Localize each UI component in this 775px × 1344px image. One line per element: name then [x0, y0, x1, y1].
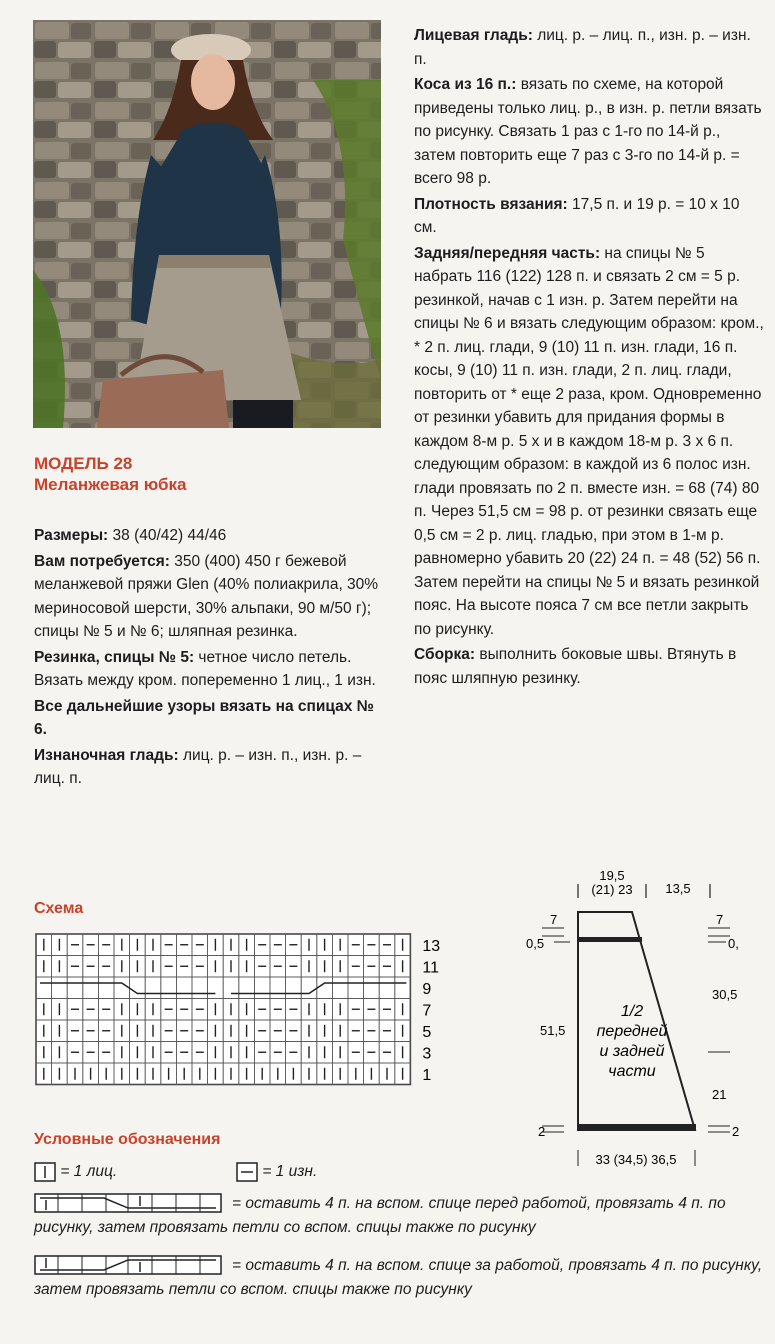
legend-purl [236, 1160, 317, 1184]
purl-label: = 1 изн. [262, 1163, 318, 1180]
rib-paragraph [34, 646, 384, 693]
sizes-paragraph [34, 524, 384, 548]
left-column-text [34, 524, 384, 793]
stockinette-text: лиц. р. – лиц. п., изн. р. – изн. п. [414, 27, 751, 68]
hem-right-dim: 2 [732, 1124, 740, 1139]
materials-label: Вам потребуется: [34, 552, 170, 570]
cable-front-label: = оставить 4 п. на вспом. спице перед работой, провязать 4 п. по рисунку, затем провязать петли со вспом. спицы также по рисунку [34, 1195, 726, 1236]
model-title [34, 453, 374, 495]
legend-knit [34, 1160, 117, 1184]
pattern-label-line: части [608, 1063, 656, 1080]
cable-paragraph [414, 73, 766, 191]
assembly-label: Сборка: [414, 646, 476, 663]
legend-cable-back [34, 1254, 764, 1302]
chart-row-label: 1 [422, 1066, 432, 1084]
stockinette-paragraph [414, 24, 766, 71]
pattern-label-line: передней [596, 1023, 668, 1040]
top-right-dim: 13,5 [665, 881, 691, 896]
purl-symbol-icon [236, 1162, 258, 1182]
band-sub-right-dim: 0, [728, 936, 739, 951]
top-width-b: (21) 23 [591, 882, 633, 897]
gauge-label: Плотность вязания: [414, 195, 568, 213]
right-column-text [414, 24, 766, 692]
back-front-paragraph [414, 242, 766, 642]
stitch-chart [34, 932, 444, 1105]
height-right-top-dim: 30,5 [712, 987, 738, 1002]
chart-row-label: 9 [422, 980, 432, 998]
assembly-text: выполнить боковые швы. Втянуть в пояс шляпную резинку. [414, 646, 737, 687]
pattern-schematic-drawing [520, 862, 770, 1177]
pattern-label-line: 1/2 [620, 1003, 644, 1020]
sizes-label: Размеры: [34, 527, 109, 544]
cable-front-symbol-icon [34, 1192, 224, 1214]
materials-paragraph [34, 550, 384, 644]
pattern-label-line: и задней [599, 1043, 665, 1060]
model-photo [33, 20, 381, 428]
rib-label: Резинка, спицы № 5: [34, 648, 195, 666]
assembly-paragraph [414, 643, 766, 690]
materials-text: 350 (400) 450 г бежевой меланжевой пряжи Glen (40% полиакрила, 30% мериносовой шерсти, 30% альпаки, 90 м/50 г); спицы № 5 и № 6; шляпная резинка. [34, 552, 379, 640]
reverse-stockinette-paragraph [34, 744, 384, 791]
needles-note-paragraph [34, 695, 384, 742]
chart-row-label: 13 [422, 937, 441, 955]
cable-back-label: = оставить 4 п. на вспом. спице за работой, провязать 4 п. по рисунку, затем провязать петли со вспом. спицы также по рисунку [34, 1257, 763, 1298]
stockinette-label: Лицевая гладь: [414, 27, 533, 44]
gauge-text: 17,5 п. и 19 р. = 10 х 10 см. [414, 195, 740, 236]
sizes-text: 38 (40/42) 44/46 [108, 527, 227, 544]
pattern-label [597, 1003, 668, 1080]
top-width-a: 19,5 [599, 868, 625, 883]
chart-row-label: 3 [422, 1045, 432, 1063]
model-photo-illustration [33, 20, 381, 428]
pattern-schematic [520, 862, 770, 1182]
chart-row-label: 5 [422, 1023, 432, 1041]
gauge-paragraph [414, 193, 766, 240]
model-name: Меланжевая юбка [34, 475, 187, 494]
height-right-bottom-dim: 21 [712, 1087, 727, 1102]
cable-back-symbol-icon [34, 1254, 224, 1276]
back-front-label: Задняя/передняя часть: [414, 244, 601, 262]
knit-label: = 1 лиц. [60, 1163, 118, 1180]
reverse-stockinette-label: Изнаночная гладь: [34, 746, 179, 764]
cable-text: вязать по схеме, на которой приведены только лиц. р., в изн. р. петли вязать по рисунку. Связать 1 раз с 1-го по 14-й р., затем повторить еще 7 раз с 3-го по 14-й р. = всего 98 р. [414, 76, 762, 187]
scheme-title: Схема [34, 900, 84, 917]
reverse-stockinette-text: лиц. р. – изн. п., изн. р. – лиц. п. [34, 746, 362, 787]
chart-row-label: 7 [422, 1002, 432, 1020]
rib-text: четное число петель. Вязать между кром. попеременно 1 лиц., 1 изн. [34, 648, 376, 689]
band-left-dim: 7 [550, 912, 558, 927]
knit-symbol-icon [34, 1162, 56, 1182]
model-number: МОДЕЛЬ 28 [34, 454, 133, 473]
legend-title: Условные обозначения [34, 1131, 221, 1148]
hem-left-dim: 2 [538, 1124, 546, 1139]
back-front-text: на спицы № 5 набрать 116 (122) 128 п. и связать 2 см = 5 р. резинкой, начав с 1 изн. р. Затем перейти на спицы № 6 и вязать следующим образом: кром., * 2 п. лиц. глади, 9 (10) 11 п. изн. глади, 16 п. косы, 9 (10) 11 п. изн. глади, 2 п. лиц. глади, повторить от * еще 2 раза, кром. Одновременно от резинки убавить для придания формы в каждом 8-м р. 5 х и в каждом 18-м р. 3 х 6 п. следующим образом: в каждой из 6 полос изн. глади провязать по 2 п. вместе изн. = 68 (74) 80 п. Через 51,5 см = 98 р. от резинки связать еще 0,5 см = 2 р. лиц. гладью, при этом в 1-м р. равномерно убавить 20 (22) 24 п. = 48 (52) 56 п. Затем перейти на спицы № 5 и вязать резинкой пояс. На высоте пояса 7 см все петли закрыть по рисунку. [414, 244, 764, 638]
cable-label: Коса из 16 п.: [414, 76, 517, 93]
stitch-chart-grid [34, 932, 444, 1100]
chart-row-label: 11 [422, 959, 440, 977]
band-right-dim: 7 [716, 912, 724, 927]
legend-cable-front [34, 1192, 764, 1240]
height-left-dim: 51,5 [540, 1023, 566, 1038]
needles-note-label: Все дальнейшие узоры вязать на спицах № 6. [34, 697, 374, 738]
bottom-width-dim: 33 (34,5) 36,5 [595, 1152, 677, 1167]
band-sub-left-dim: 0,5 [526, 936, 545, 951]
